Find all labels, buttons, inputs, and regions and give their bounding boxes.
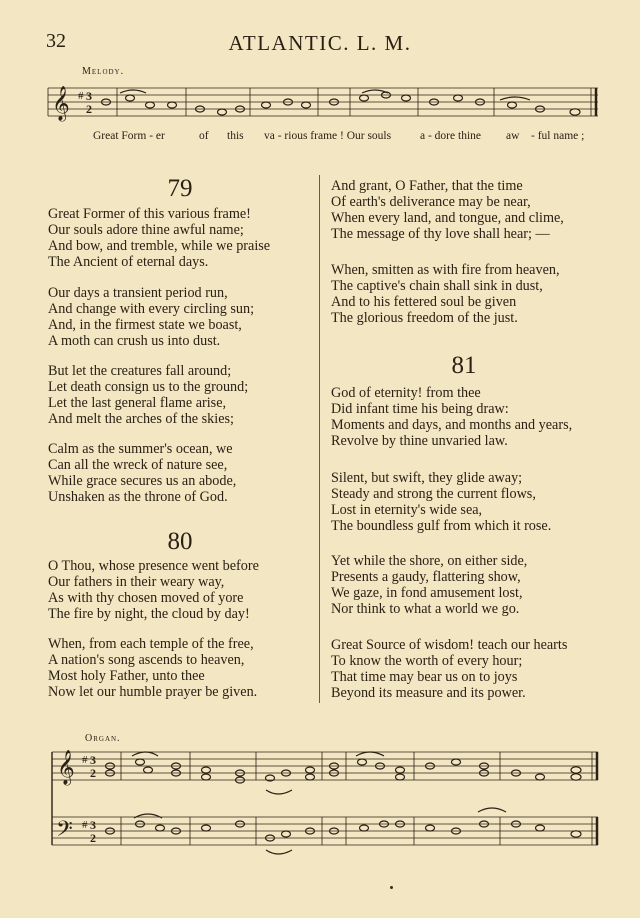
verse-line: When, smitten as with fire from heaven, bbox=[331, 262, 560, 278]
verse-line: But let the creatures fall around; bbox=[48, 363, 232, 379]
verse-line: The Ancient of eternal days. bbox=[48, 254, 209, 271]
verse-line: When, from each temple of the free, bbox=[48, 636, 254, 652]
verse-line: Our days a transient period run, bbox=[48, 285, 228, 301]
verse-line: As with thy chosen moved of yore bbox=[48, 590, 244, 607]
verse-line: The glorious freedom of the just. bbox=[331, 310, 518, 327]
verse-line: To know the worth of every hour; bbox=[331, 653, 523, 670]
verse-line: Now let our humble prayer be given. bbox=[48, 684, 258, 701]
verse-line: Lost in eternity's wide sea, bbox=[331, 502, 483, 519]
svg-text:#: # bbox=[82, 819, 88, 831]
page-number: 32 bbox=[46, 30, 66, 52]
verse-line: And change with every circling sun; bbox=[48, 301, 255, 318]
tune-title: ATLANTIC. L. M. bbox=[228, 31, 412, 55]
verse-line: Great Source of wisdom! teach our hearts bbox=[331, 637, 568, 653]
svg-text:2: 2 bbox=[86, 102, 92, 116]
page-mark bbox=[390, 886, 393, 889]
verse-line: That time may bear us on to joys bbox=[331, 669, 518, 686]
svg-text:#: # bbox=[82, 754, 88, 766]
verse-line: Great Former of this various frame! bbox=[48, 206, 251, 222]
verse-line: Our souls adore thine awful name; bbox=[48, 222, 244, 239]
verse-line: When every land, and tongue, and clime, bbox=[331, 210, 564, 227]
verse-line: Let the last general flame arise, bbox=[48, 395, 227, 412]
verse-line: And melt the arches of the skies; bbox=[48, 411, 234, 428]
svg-text:𝄞: 𝄞 bbox=[57, 751, 75, 784]
svg-text:3: 3 bbox=[90, 753, 96, 767]
verse-line: And to his fettered soul be given bbox=[331, 294, 517, 311]
verse-line: The fire by night, the cloud by day! bbox=[48, 606, 250, 623]
svg-text:#: # bbox=[78, 90, 84, 102]
verse-line: Presents a gaudy, flattering show, bbox=[331, 569, 521, 586]
hymn-number: 79 bbox=[167, 175, 193, 202]
verse-line: Did infant time his being draw: bbox=[331, 401, 509, 418]
svg-text:3: 3 bbox=[90, 818, 96, 832]
verse-line: Beyond its measure and its power. bbox=[331, 685, 526, 702]
verse-line: And bow, and tremble, while we praise bbox=[48, 238, 271, 255]
melody-label: Melody. bbox=[82, 66, 125, 77]
verse-line: Can all the wreck of nature see, bbox=[48, 457, 228, 474]
verse-line: A nation's song ascends to heaven, bbox=[48, 652, 245, 669]
verse-line: Yet while the shore, on either side, bbox=[331, 553, 528, 569]
verse-line: Calm as the summer's ocean, we bbox=[48, 441, 233, 457]
svg-text:2: 2 bbox=[90, 831, 96, 845]
verse-line: The captive's chain shall sink in dust, bbox=[331, 278, 543, 295]
hymn-number: 81 bbox=[451, 352, 477, 379]
verse-line: We gaze, in fond amusement lost, bbox=[331, 585, 523, 602]
verse-line: Our fathers in their weary way, bbox=[48, 574, 225, 591]
verse-line: Silent, but swift, they glide away; bbox=[331, 470, 523, 486]
svg-text:3: 3 bbox=[86, 89, 92, 103]
melody-lyrics: Great Form - er of this va - rious frame ! Our souls a - dore thine aw - ful name ; bbox=[93, 130, 585, 142]
svg-text:𝄢: 𝄢 bbox=[56, 817, 73, 846]
verse-line: Nor think to what a world we go. bbox=[331, 601, 520, 618]
verse-line: Steady and strong the current flows, bbox=[331, 486, 536, 503]
verse-line: Unshaken as the throne of God. bbox=[48, 489, 228, 506]
verse-line: And grant, O Father, that the time bbox=[331, 178, 523, 194]
hymn-number: 80 bbox=[167, 528, 193, 555]
verse-line: The boundless gulf from which it rose. bbox=[331, 518, 552, 535]
organ-label: Organ. bbox=[85, 733, 121, 744]
verse-line: God of eternity! from thee bbox=[331, 385, 481, 401]
verse-line: Let death consign us to the ground; bbox=[48, 379, 249, 396]
verse-line: Most holy Father, unto thee bbox=[48, 668, 205, 685]
svg-text:𝄞: 𝄞 bbox=[52, 87, 70, 120]
verse-line: And, in the firmest state we boast, bbox=[48, 317, 242, 334]
verse-line: Of earth's deliverance may be near, bbox=[331, 194, 531, 211]
verse-line: The message of thy love shall hear; — bbox=[331, 226, 550, 243]
verse-line: Moments and days, and months and years, bbox=[331, 417, 573, 434]
verse-line: While grace secures us an abode, bbox=[48, 473, 237, 490]
verse-line: O Thou, whose presence went before bbox=[48, 558, 259, 574]
svg-text:2: 2 bbox=[90, 766, 96, 780]
verse-line: A moth can crush us into dust. bbox=[48, 333, 221, 350]
verse-line: Revolve by thine unvaried law. bbox=[331, 433, 508, 450]
